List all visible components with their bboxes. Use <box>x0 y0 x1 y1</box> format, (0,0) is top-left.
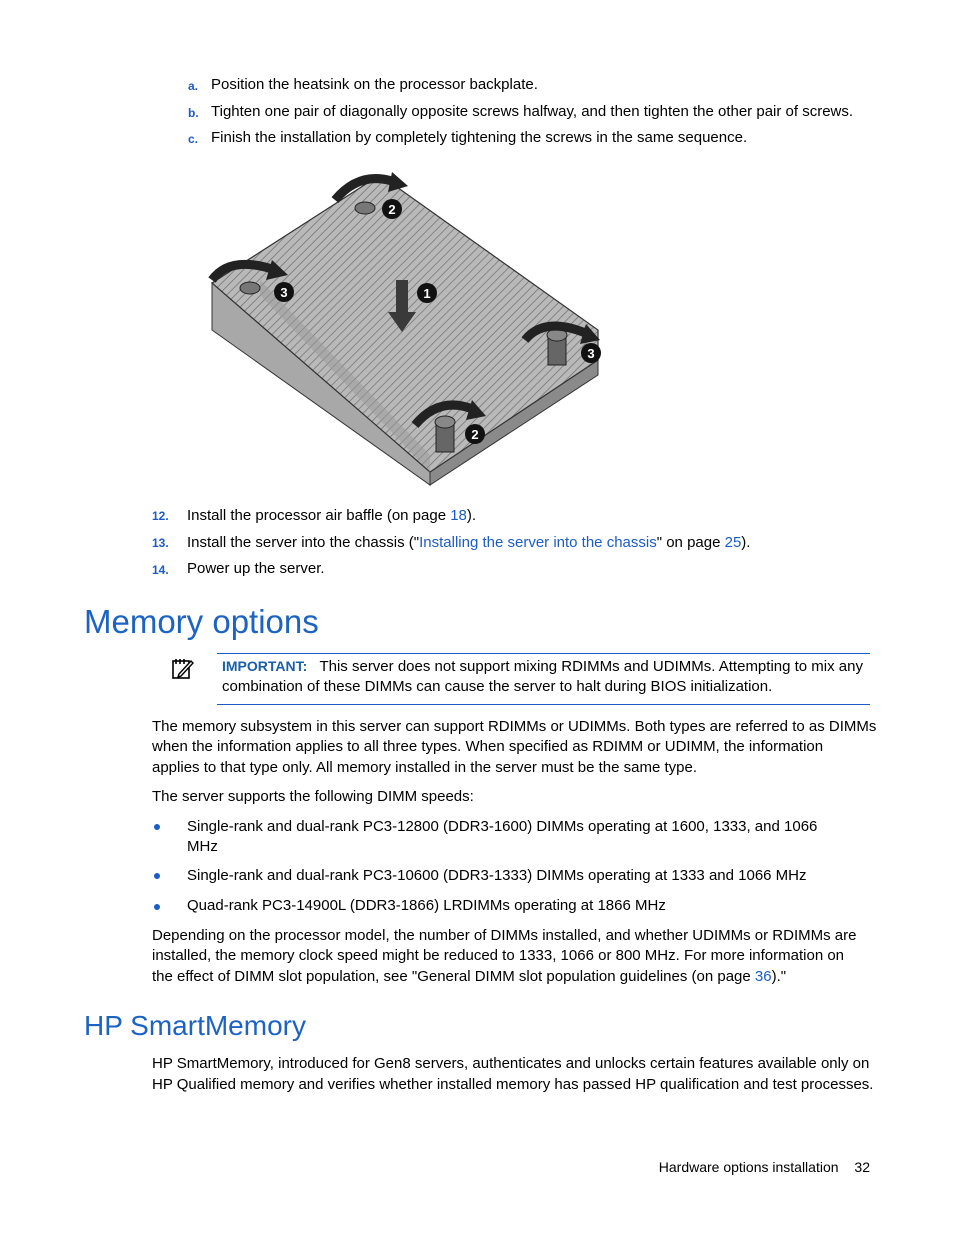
memory-options-heading: Memory options <box>84 603 319 640</box>
footer <box>659 1159 870 1175</box>
bullet-3: Quad-rank PC3-14900L (DDR3-1866) LRDIMMs operating at 1866 MHz <box>187 897 666 914</box>
svg-text:2: 2 <box>471 427 479 442</box>
callout-2-bottom <box>465 424 485 444</box>
footer-section: Hardware options installation <box>658 1159 839 1175</box>
para-3-after: )." <box>771 968 787 985</box>
step-14 <box>152 561 169 578</box>
important-label: IMPORTANT: <box>222 658 308 674</box>
step-13-mid: " on page <box>656 534 725 551</box>
page-link-25[interactable]: 25 <box>724 534 742 551</box>
callout-3-right <box>581 343 601 363</box>
para-3-before: the effect of DIMM slot population, see "General DIMM slot population guidelines (on page <box>152 968 755 985</box>
step-number: 13. <box>152 536 169 550</box>
memory-para-1-line-3: applies to that type only. All memory installed in the server must be the same type. <box>152 759 697 776</box>
memory-para-3-line-3 <box>152 968 786 985</box>
step-number: 12. <box>152 509 169 523</box>
step-13-text <box>187 534 750 551</box>
step-12-after: ). <box>466 507 477 524</box>
substep-letter: c. <box>188 132 199 146</box>
bullet-dot <box>154 904 160 910</box>
bullet-dot <box>154 824 160 830</box>
svg-text:3: 3 <box>280 285 288 300</box>
bullet-1-line-1: Single-rank and dual-rank PC3-12800 (DDR3-1600) DIMMs operating at 1600, 1333, and 1066 <box>187 818 818 835</box>
important-line-2: combination of these DIMMs can cause the server to halt during BIOS initialization. <box>222 678 773 695</box>
screw-bottom <box>435 416 455 452</box>
important-box-bottom-rule <box>217 704 870 705</box>
callout-3-left <box>274 282 294 302</box>
step-13-after: ). <box>741 534 751 551</box>
heatsink-installation-figure <box>200 160 610 490</box>
bullet-2: Single-rank and dual-rank PC3-10600 (DDR3-1333) DIMMs operating at 1333 and 1066 MHz <box>187 867 807 884</box>
important-box-top-rule <box>217 653 870 654</box>
memory-para-1-line-2: when the information applies to all three types. When specified as RDIMM or UDIMM, the information <box>152 738 824 755</box>
step-12 <box>152 507 169 524</box>
screw-right <box>547 329 567 365</box>
step-12-text <box>187 507 476 524</box>
bullet-1-line-2: MHz <box>187 838 218 855</box>
callout-2-top <box>382 199 402 219</box>
substep-b <box>188 104 199 121</box>
substep-a <box>188 77 198 94</box>
important-line-1 <box>222 658 863 675</box>
substep-letter: a. <box>188 79 199 93</box>
page-link-18[interactable]: 18 <box>450 507 467 524</box>
important-icon <box>171 657 195 681</box>
smartmemory-line-2: HP Qualified memory and verifies whether installed memory has passed HP qualification and test processes. <box>152 1076 874 1093</box>
page-link-36[interactable]: 36 <box>754 968 772 985</box>
screw-left <box>240 282 260 294</box>
step-number: 14. <box>152 563 169 577</box>
smartmemory-line-1: HP SmartMemory, introduced for Gen8 servers, authenticates and unlocks certain features available only on <box>152 1055 870 1072</box>
substep-b-text: Tighten one pair of diagonally opposite screws halfway, and then tighten the other pair of screws. <box>211 103 854 120</box>
important-text-1: This server does not support mixing RDIMMs and UDIMMs. Attempting to mix any <box>319 658 863 675</box>
step-13-before: Install the server into the chassis (" <box>187 534 420 551</box>
smartmemory-heading: HP SmartMemory <box>84 1010 306 1041</box>
memory-para-3-line-1: Depending on the processor model, the number of DIMMs installed, and whether UDIMMs or RDIMMs are <box>152 927 857 944</box>
substep-a-text: Position the heatsink on the processor backplate. <box>211 76 538 93</box>
link-installing-server[interactable]: Installing the server into the chassis <box>419 534 657 551</box>
step-13 <box>152 534 169 551</box>
memory-para-1-line-1: The memory subsystem in this server can support RDIMMs or UDIMMs. Both types are referred to as DIMMs <box>152 718 877 735</box>
substep-c-text: Finish the installation by completely tightening the screws in the same sequence. <box>211 129 748 146</box>
step-14-text: Power up the server. <box>187 560 325 577</box>
step-12-before: Install the processor air baffle (on page <box>187 507 451 524</box>
svg-text:2: 2 <box>388 202 396 217</box>
screw-top <box>355 202 375 214</box>
substep-c <box>188 130 198 147</box>
svg-text:3: 3 <box>587 346 595 361</box>
footer-page-number: 32 <box>854 1159 870 1175</box>
memory-para-2: The server supports the following DIMM speeds: <box>152 788 474 805</box>
bullet-dot <box>154 873 160 879</box>
svg-text:1: 1 <box>423 286 431 301</box>
memory-para-3-line-2: installed, the memory clock speed might be reduced to 1333, 1066 or 800 MHz. For more information on <box>152 947 845 964</box>
callout-1 <box>417 283 437 303</box>
substep-letter: b. <box>188 106 199 120</box>
